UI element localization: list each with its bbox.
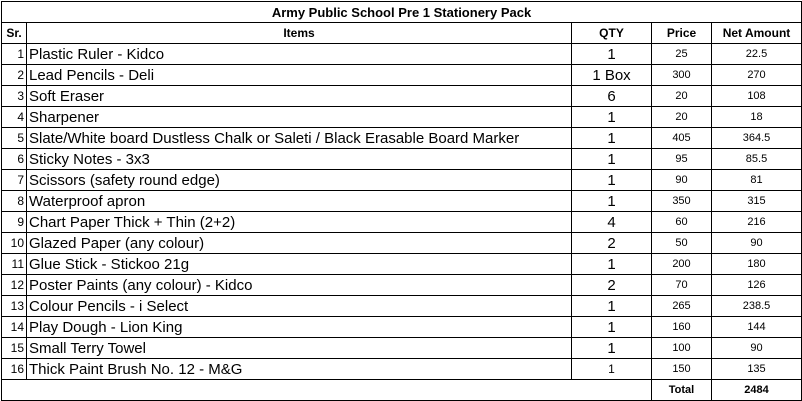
header-sr: Sr. [2, 23, 27, 44]
cell-price: 200 [652, 254, 712, 275]
cell-sr: 2 [2, 65, 27, 86]
table-row [2, 107, 802, 128]
cell-price: 300 [652, 65, 712, 86]
cell-item: Glue Stick - Stickoo 21g [27, 254, 572, 275]
cell-net-amount: 270 [712, 65, 802, 86]
cell-sr: 14 [2, 317, 27, 338]
cell-net-amount: 216 [712, 212, 802, 233]
cell-item: Soft Eraser [27, 86, 572, 107]
cell-sr: 12 [2, 275, 27, 296]
cell-price: 20 [652, 107, 712, 128]
cell-item: Sharpener [27, 107, 572, 128]
cell-qty: 1 [572, 254, 652, 275]
header-items: Items [27, 23, 572, 44]
cell-price: 50 [652, 233, 712, 254]
cell-net-amount: 85.5 [712, 149, 802, 170]
table-title: Army Public School Pre 1 Stationery Pack [2, 2, 802, 23]
total-label: Total [652, 380, 712, 401]
cell-price: 160 [652, 317, 712, 338]
cell-net-amount: 126 [712, 275, 802, 296]
cell-qty: 1 [572, 296, 652, 317]
table-row [2, 149, 802, 170]
cell-qty: 1 [572, 359, 652, 380]
cell-sr: 10 [2, 233, 27, 254]
stationery-table [1, 1, 802, 401]
cell-price: 405 [652, 128, 712, 149]
cell-qty: 1 [572, 191, 652, 212]
cell-qty: 1 Box [572, 65, 652, 86]
cell-sr: 11 [2, 254, 27, 275]
table-row [2, 86, 802, 107]
cell-item: Sticky Notes - 3x3 [27, 149, 572, 170]
cell-sr: 8 [2, 191, 27, 212]
cell-price: 25 [652, 44, 712, 65]
cell-item: Thick Paint Brush No. 12 - M&G [27, 359, 572, 380]
cell-item: Scissors (safety round edge) [27, 170, 572, 191]
cell-sr: 1 [2, 44, 27, 65]
cell-price: 350 [652, 191, 712, 212]
cell-sr: 7 [2, 170, 27, 191]
cell-qty: 2 [572, 233, 652, 254]
cell-item: Lead Pencils - Deli [27, 65, 572, 86]
cell-sr: 15 [2, 338, 27, 359]
cell-item: Play Dough - Lion King [27, 317, 572, 338]
cell-qty: 1 [572, 107, 652, 128]
total-value: 2484 [712, 380, 802, 401]
cell-net-amount: 81 [712, 170, 802, 191]
cell-sr: 3 [2, 86, 27, 107]
cell-sr: 5 [2, 128, 27, 149]
cell-net-amount: 180 [712, 254, 802, 275]
header-row [2, 23, 802, 44]
table-row [2, 317, 802, 338]
cell-item: Waterproof apron [27, 191, 572, 212]
cell-qty: 1 [572, 128, 652, 149]
cell-qty: 1 [572, 170, 652, 191]
cell-price: 100 [652, 338, 712, 359]
cell-sr: 9 [2, 212, 27, 233]
cell-price: 150 [652, 359, 712, 380]
title-row [2, 2, 802, 23]
table-row [2, 212, 802, 233]
cell-price: 90 [652, 170, 712, 191]
cell-item: Colour Pencils - i Select [27, 296, 572, 317]
cell-price: 70 [652, 275, 712, 296]
cell-price: 20 [652, 86, 712, 107]
cell-sr: 6 [2, 149, 27, 170]
cell-item: Poster Paints (any colour) - Kidco [27, 275, 572, 296]
table-row [2, 170, 802, 191]
table-row [2, 128, 802, 149]
cell-net-amount: 22.5 [712, 44, 802, 65]
cell-qty: 1 [572, 44, 652, 65]
table-row [2, 191, 802, 212]
cell-qty: 4 [572, 212, 652, 233]
total-blank-cell [2, 380, 652, 401]
cell-qty: 1 [572, 317, 652, 338]
cell-price: 265 [652, 296, 712, 317]
cell-qty: 2 [572, 275, 652, 296]
table-row [2, 254, 802, 275]
cell-net-amount: 238.5 [712, 296, 802, 317]
table-row [2, 296, 802, 317]
cell-qty: 6 [572, 86, 652, 107]
cell-item: Plastic Ruler - Kidco [27, 44, 572, 65]
cell-net-amount: 144 [712, 317, 802, 338]
cell-net-amount: 364.5 [712, 128, 802, 149]
cell-item: Glazed Paper (any colour) [27, 233, 572, 254]
cell-net-amount: 90 [712, 233, 802, 254]
cell-item: Chart Paper Thick + Thin (2+2) [27, 212, 572, 233]
table-row [2, 44, 802, 65]
table-row [2, 359, 802, 380]
cell-price: 95 [652, 149, 712, 170]
cell-net-amount: 18 [712, 107, 802, 128]
cell-qty: 1 [572, 338, 652, 359]
cell-net-amount: 315 [712, 191, 802, 212]
header-qty: QTY [572, 23, 652, 44]
cell-sr: 16 [2, 359, 27, 380]
cell-net-amount: 90 [712, 338, 802, 359]
table-row [2, 338, 802, 359]
table-row [2, 233, 802, 254]
cell-qty: 1 [572, 149, 652, 170]
cell-sr: 13 [2, 296, 27, 317]
cell-net-amount: 135 [712, 359, 802, 380]
table-row [2, 65, 802, 86]
cell-sr: 4 [2, 107, 27, 128]
header-net-amount: Net Amount [712, 23, 802, 44]
header-price: Price [652, 23, 712, 44]
table-row [2, 275, 802, 296]
cell-item: Slate/White board Dustless Chalk or Saleti / Black Erasable Board Marker [27, 128, 572, 149]
total-row [2, 380, 802, 401]
cell-price: 60 [652, 212, 712, 233]
cell-item: Small Terry Towel [27, 338, 572, 359]
cell-net-amount: 108 [712, 86, 802, 107]
